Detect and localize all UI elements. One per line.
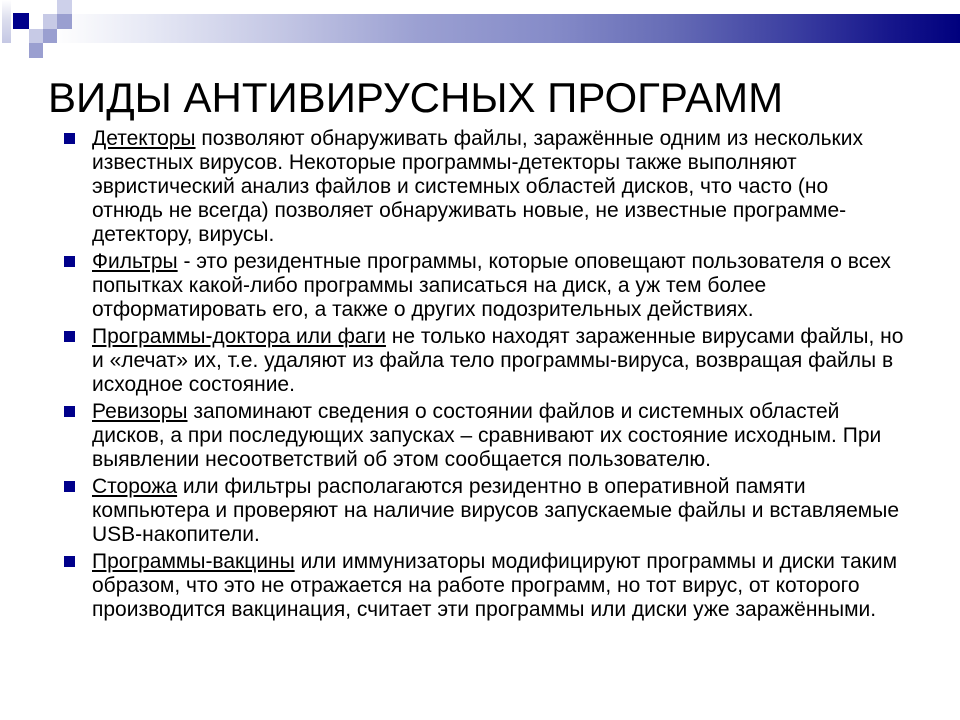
pixel-square-icon <box>43 29 57 43</box>
bullet-square-icon <box>64 133 75 144</box>
bullet-text <box>92 550 904 622</box>
pixel-square-icon <box>29 29 43 43</box>
bullet-item <box>64 550 909 622</box>
pixel-square-icon <box>13 13 29 29</box>
bullet-item <box>64 250 909 322</box>
bullet-item <box>64 400 909 472</box>
bullet-rest: - это резидентные программы, которые оповещают пользователя о всех попытках какой-либо программы записаться на диск, а уж тем более отформатировать его, а также о других подозрительных действиях. <box>92 250 891 321</box>
bullet-rest: запоминают сведения о состоянии файлов и системных областей дисков, а при последующих запусках – сравнивают их состояние исходным. При выявлении несоответствий об этом сообщается пользователю. <box>92 400 882 471</box>
bullet-item <box>64 475 909 547</box>
bullet-square-icon <box>64 556 75 567</box>
bullet-text <box>92 250 904 322</box>
pixel-square-icon <box>57 14 72 29</box>
bullet-text <box>92 400 904 472</box>
bullet-item <box>64 325 909 397</box>
header-decoration <box>0 0 960 60</box>
bullet-term: Программы-доктора или фаги <box>92 325 386 348</box>
bullet-square-icon <box>64 331 75 342</box>
bullet-square-icon <box>64 256 75 267</box>
bullet-rest: или иммунизаторы модифицируют программы и диски таким образом, что это не отражается на работе программ, но тот вирус, от которого производится вакцинация, считает эти программы или диски уже заражёнными. <box>92 550 898 621</box>
bullet-term: Ревизоры <box>92 400 188 423</box>
slide-title: ВИДЫ АНТИВИРУСНЫХ ПРОГРАММ <box>48 74 784 121</box>
bullet-rest: не только находят зараженные вирусами файлы, но и «лечат» их, т.е. удаляют из файла тело программы-вируса, возвращая файлы в исходное состояние. <box>92 325 904 396</box>
pixel-square-icon <box>43 14 57 29</box>
left-gradient-strip <box>2 0 11 43</box>
bullet-item <box>64 127 909 247</box>
bullet-text <box>92 475 904 547</box>
bullet-square-icon <box>64 481 75 492</box>
bullet-text <box>92 127 904 247</box>
bullet-term: Фильтры <box>92 250 178 273</box>
bullet-term: Сторожа <box>92 475 178 498</box>
bullet-square-icon <box>64 406 75 417</box>
bullet-term: Программы-вакцины <box>92 550 295 573</box>
pixel-square-icon <box>29 43 43 58</box>
pixel-square-icon <box>57 0 72 15</box>
bullet-rest: или фильтры располагаются резидентно в оперативной памяти компьютера и проверяют на наличие вирусов запускаемые файлы и вставляемые USB-накопители. <box>92 475 900 546</box>
top-gradient-bar <box>57 14 960 43</box>
bullet-text <box>92 325 904 397</box>
bullet-term: Детекторы <box>92 127 196 150</box>
bullet-rest: позволяют обнаруживать файлы, заражённые одним из нескольких известных вирусов. Некоторые программы-детекторы также выполняют эвристический анализ файлов и системных областей дисков, что часто (но отнюдь не всегда) позволяет обнаруживать новые, не известные программе-детектору, вирусы. <box>92 127 863 246</box>
bullet-list <box>64 127 909 625</box>
